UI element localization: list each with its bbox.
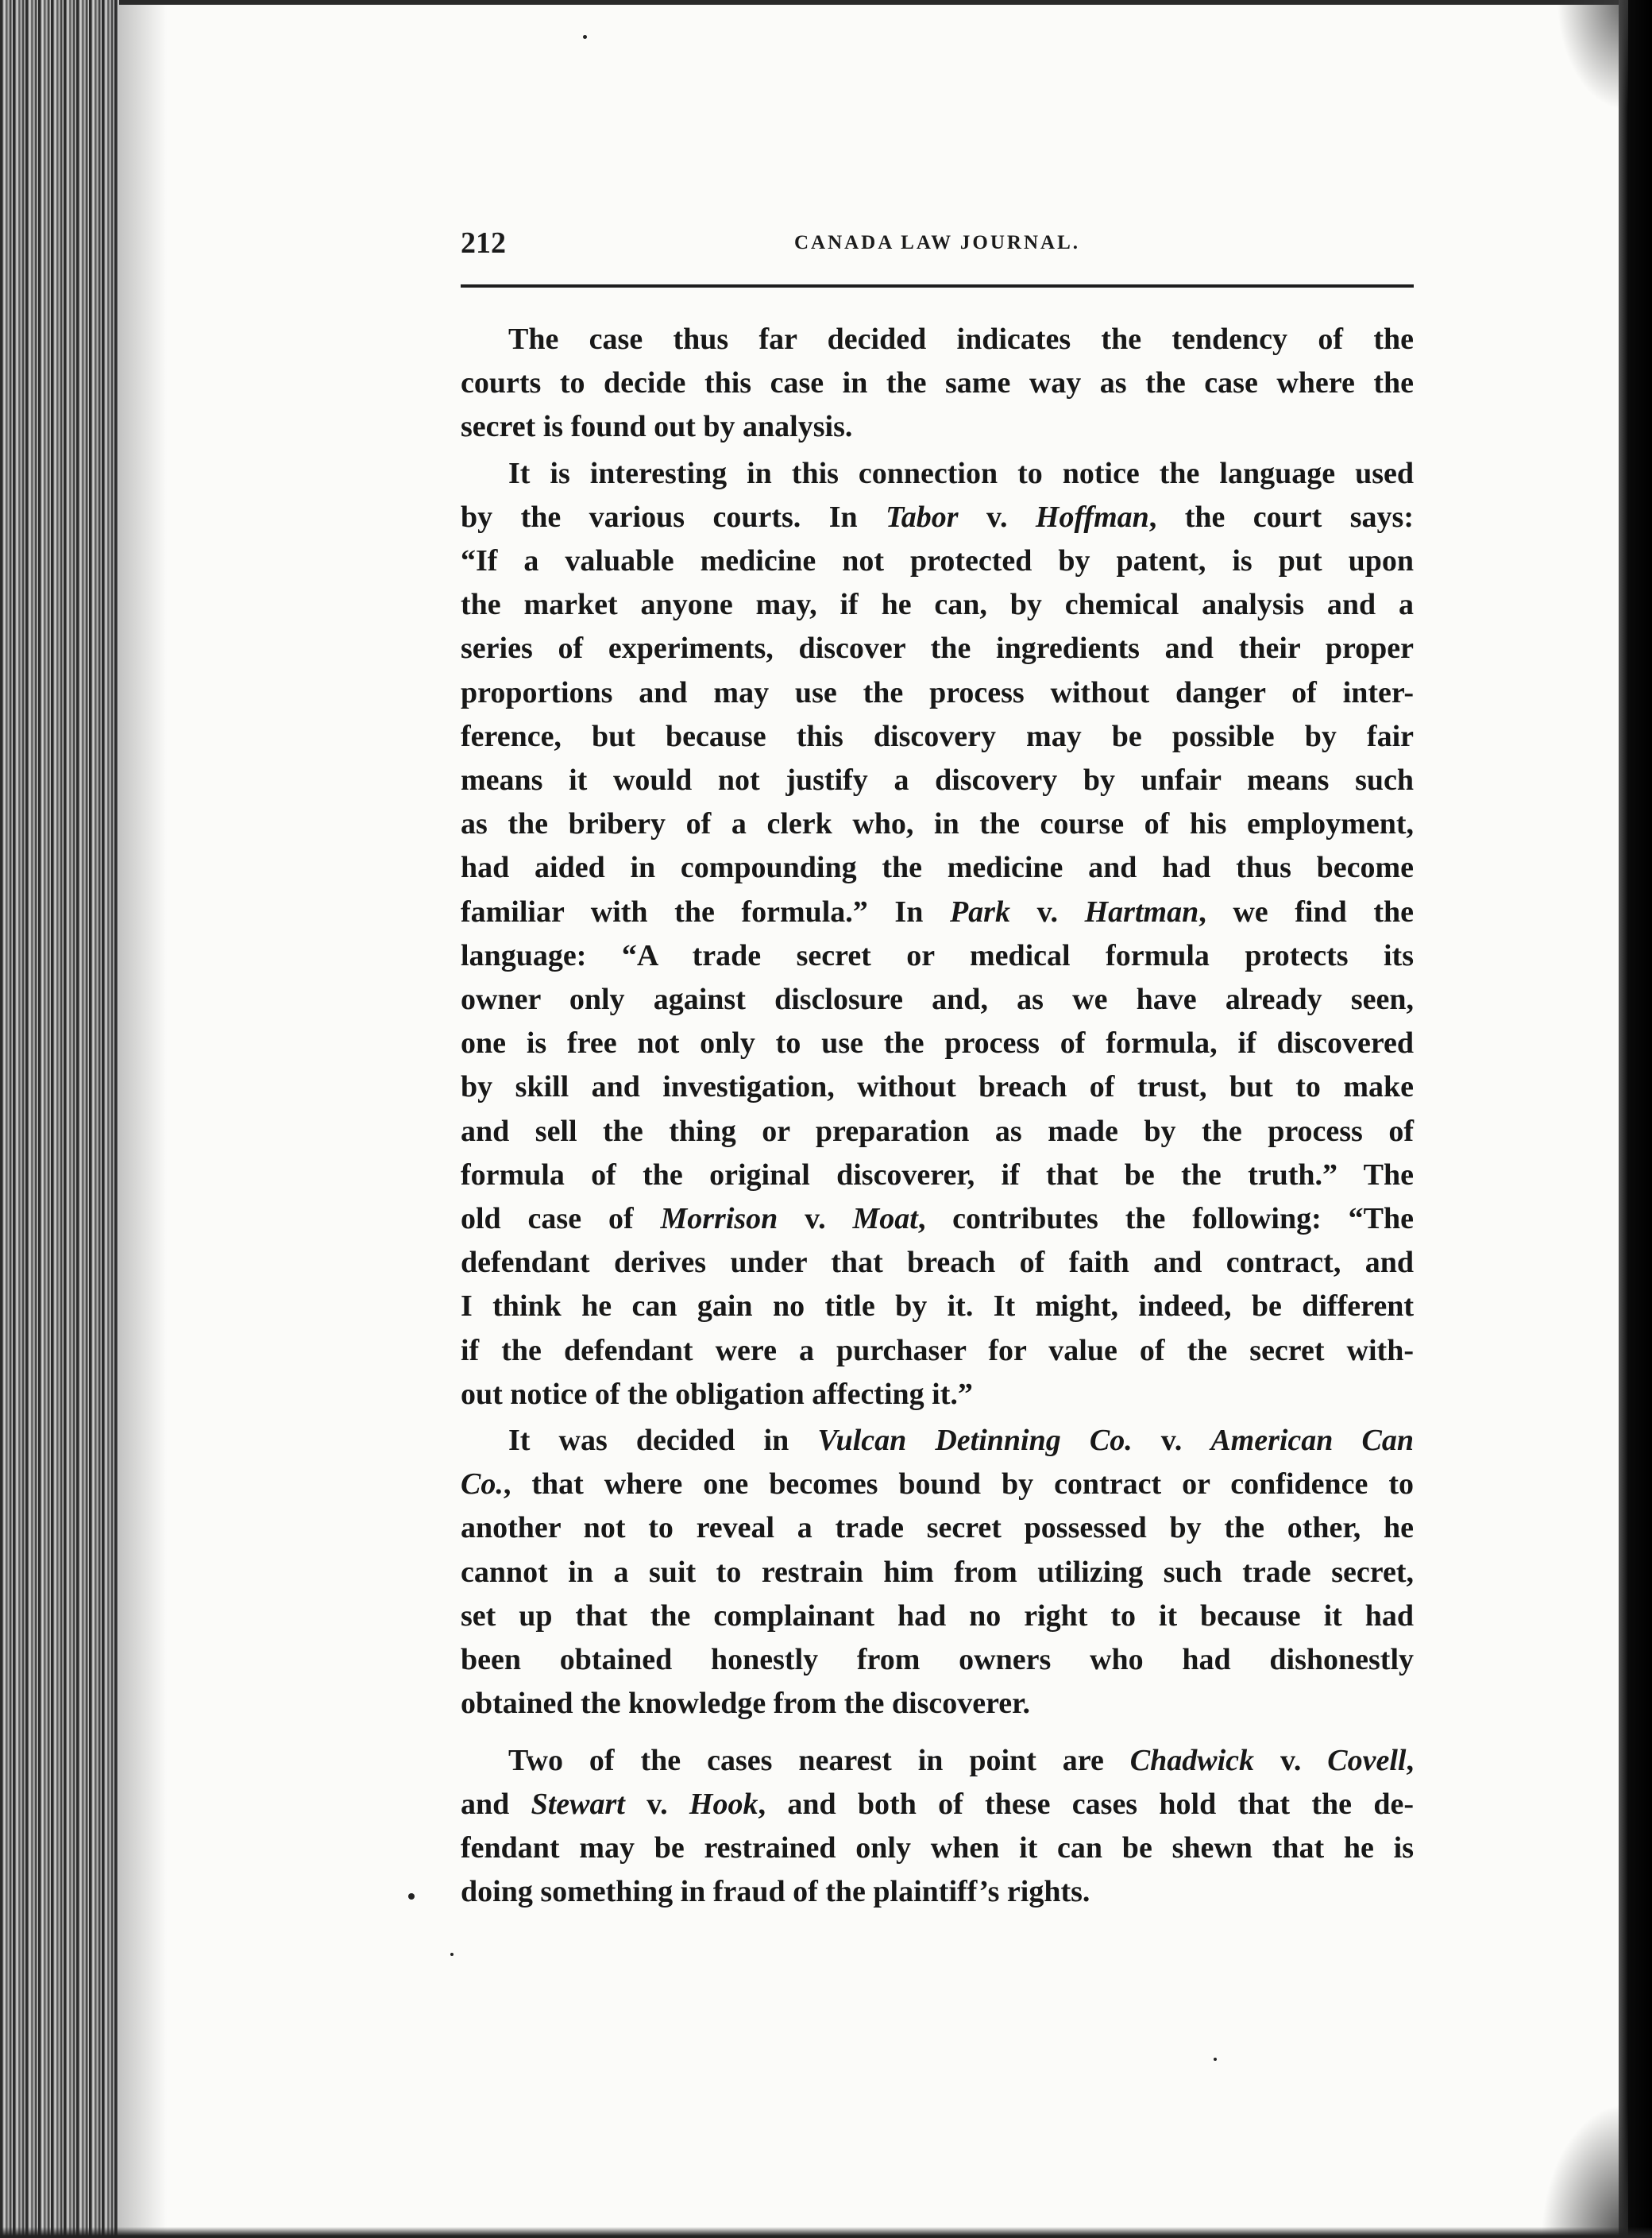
text-line: the market anyone may, if he can, by chemical analysis and a [461,588,1414,622]
right-scan-border [1619,0,1652,2238]
top-right-smudge [1557,0,1628,111]
header-rule [461,284,1414,288]
text-line: one is free not only to use the process of formula, if discovered [461,1026,1414,1061]
text-line: as the bribery of a clerk who, in the course of his employment, [461,807,1414,841]
text-line: and Stewart v. Hook, and both of these cases hold that the de- [461,1787,1414,1821]
text-line: series of experiments, discover the ingredients and their proper [461,632,1414,666]
scan-speck [1214,2058,1217,2061]
text-line: another not to reveal a trade secret possessed by the other, he [461,1511,1414,1545]
text-line: doing something in fraud of the plaintiff’s rights. [461,1875,1090,1909]
text-line: out notice of the obligation affecting it.” [461,1377,973,1411]
text-line: Two of the cases nearest in point are Chadwick v. Covell, [508,1743,1414,1777]
text-line: “If a valuable medicine not protected by patent, is put upon [461,544,1414,578]
binding-edge-fade [119,0,167,2238]
text-line: Co., that where one becomes bound by contract or confidence to [461,1467,1414,1502]
text-line: courts to decide this case in the same way as the case where the [461,366,1414,400]
text-line: by the various courts. In Tabor v. Hoffman, the court says: [461,500,1414,534]
scan-speck [583,35,587,39]
top-scan-edge [119,0,1620,5]
text-line: old case of Morrison v. Moat, contributes the following: “The [461,1202,1414,1236]
bottom-right-smudge [1541,2103,1628,2238]
text-line: proportions and may use the process without danger of inter- [461,675,1414,709]
text-line: I think he can gain no title by it. It might, indeed, be different [461,1289,1414,1324]
scan-speck [408,1893,415,1900]
page-header [461,226,1414,273]
binding-edge-shadow [0,0,119,2238]
text-line: by skill and investigation, without breach of trust, but to make [461,1070,1414,1104]
running-head: CANADA LAW JOURNAL. [793,232,1081,253]
paragraph [461,318,1414,450]
text-line: formula of the original discoverer, if that be the truth.” The [461,1158,1414,1192]
paragraph [461,1419,1414,1726]
text-line: It is interesting in this connection to notice the language used [508,456,1414,490]
paragraph [461,1739,1414,1915]
text-line: set up that the complainant had no right to it because it had [461,1598,1414,1633]
text-line: It was decided in Vulcan Detinning Co. v. American Can [508,1424,1415,1458]
text-line: secret is found out by analysis. [461,410,853,444]
text-line: fendant may be restrained only when it can be shewn that he is [461,1830,1414,1865]
paragraph [461,452,1414,1417]
text-line: ference, but because this discovery may be possible by fair [461,719,1414,753]
text-line: familiar with the formula.” In Park v. Hartman, we find the [461,895,1414,929]
page-number: 212 [461,226,506,260]
text-line: if the defendant were a purchaser for value of the secret with- [461,1333,1414,1367]
scan-speck [450,1953,454,1956]
text-line: been obtained honestly from owners who had dishonestly [461,1643,1414,1677]
text-line: cannot in a suit to restrain him from utilizing such trade secret, [461,1555,1414,1589]
article-body [461,318,1414,1914]
text-line: owner only against disclosure and, as we have already seen, [461,983,1414,1017]
bottom-scan-edge [0,2227,1652,2238]
text-line: The case thus far decided indicates the tendency of the [508,323,1414,356]
text-line: obtained the knowledge from the discoverer. [461,1687,1031,1721]
text-line: defendant derives under that breach of faith and contract, and [461,1246,1414,1280]
text-line: language: “A trade secret or medical formula protects its [461,938,1414,972]
text-line: had aided in compounding the medicine and had thus become [461,851,1414,885]
text-line: and sell the thing or preparation as made by the process of [461,1114,1414,1148]
text-line: means it would not justify a discovery by unfair means such [461,763,1414,798]
